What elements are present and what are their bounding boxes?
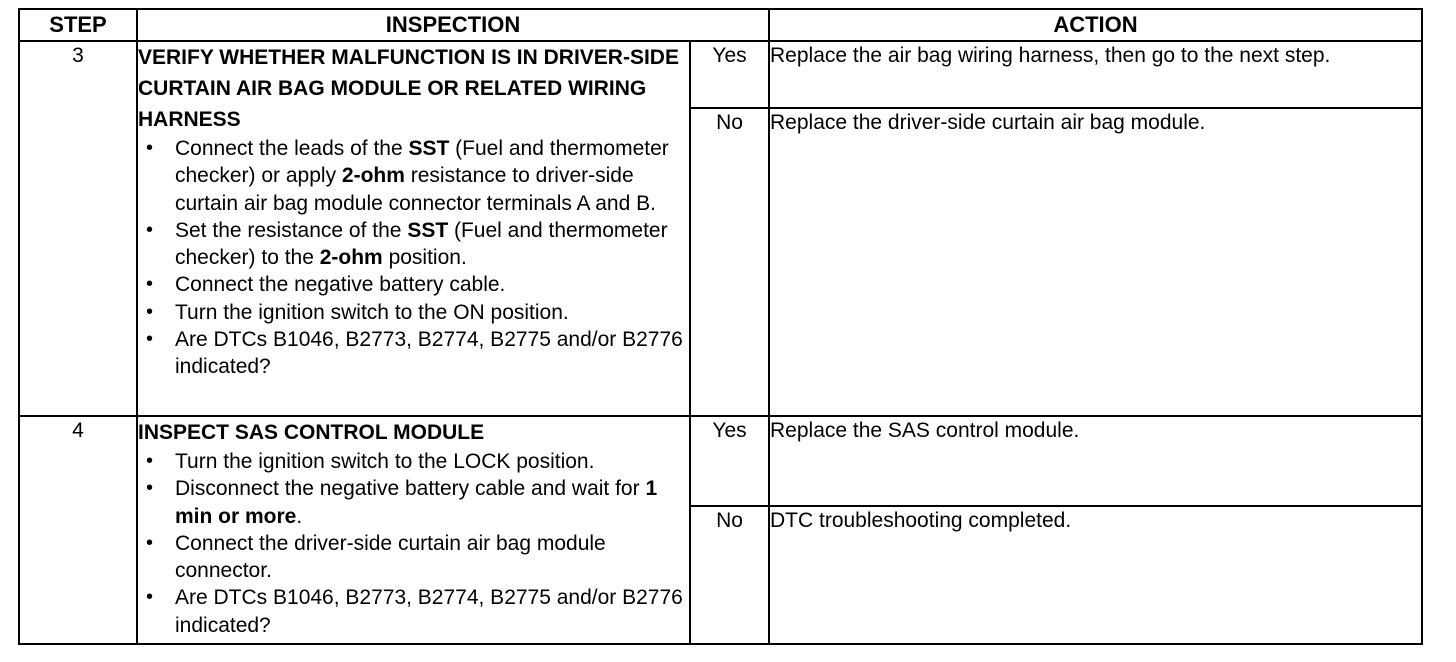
inspection-bullets bbox=[138, 135, 689, 381]
list-item: • Set the resistance of the SST (Fuel and thermometer checker) to the 2-ohm position. bbox=[175, 217, 689, 272]
list-item: • Turn the ignition switch to the ON position. bbox=[175, 299, 689, 326]
yes-label: Yes bbox=[690, 416, 769, 506]
header-row bbox=[19, 9, 1422, 41]
step-number: 4 bbox=[19, 416, 137, 644]
inspection-title: INSPECT SAS CONTROL MODULE bbox=[138, 421, 485, 444]
yes-action: Replace the SAS control module. bbox=[769, 416, 1422, 506]
list-item: • Turn the ignition switch to the LOCK position. bbox=[175, 448, 689, 475]
inspection-bullets bbox=[138, 448, 689, 639]
header-step: STEP bbox=[19, 9, 137, 41]
yes-action: Replace the air bag wiring harness, then go to the next step. bbox=[769, 41, 1422, 108]
no-label: No bbox=[690, 108, 769, 416]
list-item: • Connect the leads of the SST (Fuel and thermometer checker) or apply 2-ohm resistance to driver-side curtain air bag module connector terminals A and B. bbox=[175, 135, 689, 217]
list-item: • Connect the negative battery cable. bbox=[175, 271, 689, 298]
yes-label: Yes bbox=[690, 41, 769, 108]
list-item: • Are DTCs B1046, B2773, B2774, B2775 and/or B2776 indicated? bbox=[175, 326, 689, 381]
no-label: No bbox=[690, 506, 769, 644]
inspection-title: VERIFY WHETHER MALFUNCTION IS IN DRIVER-SIDE CURTAIN AIR BAG MODULE OR RELATED WIRING HARNESS bbox=[138, 46, 679, 131]
dtc-inspection-table bbox=[18, 8, 1423, 645]
list-item: • Are DTCs B1046, B2773, B2774, B2775 and/or B2776 indicated? bbox=[175, 584, 689, 639]
list-item: • Disconnect the negative battery cable and wait for 1 min or more. bbox=[175, 475, 689, 530]
no-action: DTC troubleshooting completed. bbox=[769, 506, 1422, 644]
step-number: 3 bbox=[19, 41, 137, 416]
no-action: Replace the driver-side curtain air bag module. bbox=[769, 108, 1422, 416]
list-item: • Connect the driver-side curtain air bag module connector. bbox=[175, 530, 689, 585]
header-inspection: INSPECTION bbox=[137, 9, 769, 41]
table-row bbox=[19, 416, 1422, 506]
inspection-cell bbox=[137, 41, 690, 416]
header-action: ACTION bbox=[769, 9, 1422, 41]
inspection-cell bbox=[137, 416, 690, 644]
table-row bbox=[19, 41, 1422, 108]
